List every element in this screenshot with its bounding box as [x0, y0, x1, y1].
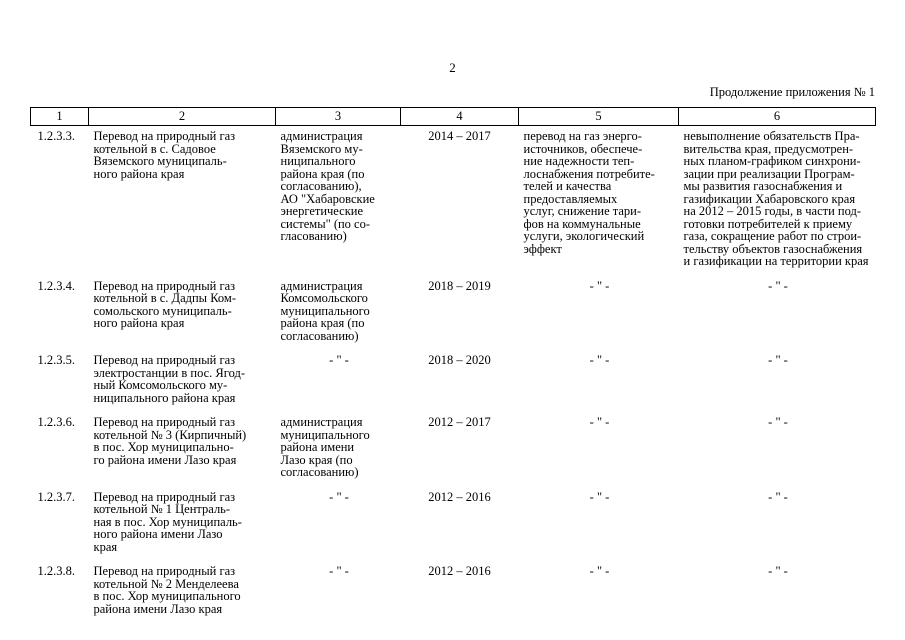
row-executor	[276, 412, 401, 487]
row-risk-line: на 2012 – 2015 годы, в части под-	[683, 204, 861, 218]
row-name-line: в пос. Хор муниципально-	[93, 440, 234, 454]
row-name-line: электростанции в пос. Ягод-	[93, 365, 245, 380]
row-name-line: сомольского муниципаль-	[93, 303, 232, 318]
row-result	[519, 561, 679, 623]
row-executor-line: района края (по	[280, 316, 365, 330]
row-result	[519, 276, 679, 351]
row-executor-line: гласованию)	[280, 229, 347, 243]
row-risk-line: - " -	[768, 564, 788, 578]
table-row	[31, 412, 876, 487]
row-executor-line: системы" (по со-	[280, 216, 371, 231]
row-name-line: ный Комсомольского му-	[93, 378, 228, 392]
row-number: 1.2.3.7.	[37, 489, 75, 504]
table-body	[31, 126, 876, 624]
row-result-line: перевод на газ энерго-	[523, 129, 642, 143]
row-name-line: района имени Лазо края	[93, 601, 223, 616]
row-result	[519, 487, 679, 562]
row-number: 1.2.3.4.	[37, 278, 75, 293]
row-risk-line: - " -	[768, 353, 788, 367]
row-risk-line: мы развития газоснабжения и	[683, 179, 843, 193]
row-risk-line: - " -	[768, 489, 788, 504]
header-col-3: 3	[276, 108, 401, 126]
page-number: 2	[449, 60, 456, 75]
row-name-line: го района имени Лазо края	[93, 452, 237, 467]
header-col-2: 2	[89, 108, 276, 126]
row-risk	[679, 276, 876, 351]
row-risk-line: готовки потребителей к приему	[683, 216, 853, 231]
row-executor-line: муниципального	[280, 303, 370, 318]
row-executor-line: ниципального	[280, 154, 356, 168]
row-name-line: ного района края	[93, 166, 185, 181]
row-risk-line: - " -	[768, 415, 788, 429]
row-name-line: Перевод на природный газ	[93, 415, 236, 429]
row-name-line: ного района имени Лазо	[93, 527, 223, 541]
row-risk-line: - " -	[768, 278, 788, 293]
row-executor-line: Комсомольского	[280, 291, 368, 305]
row-name-line: котельной № 1 Централь-	[93, 502, 231, 516]
row-result-line: - " -	[589, 489, 610, 504]
table-row	[31, 276, 876, 351]
row-name-line: ного района края	[93, 316, 185, 330]
row-number: 1.2.3.5.	[37, 353, 75, 367]
row-executor	[276, 276, 401, 351]
row-name	[89, 276, 276, 351]
row-years: 2018 – 2019	[428, 278, 491, 293]
row-executor-line: энергетические	[280, 204, 364, 218]
row-executor-line: муниципального	[280, 427, 370, 442]
row-risk	[679, 487, 876, 562]
row-risk	[679, 561, 876, 623]
table-row	[31, 561, 876, 623]
header-col-4: 4	[401, 108, 519, 126]
row-result-line: - " -	[589, 278, 610, 293]
row-executor-line: согласованию)	[280, 465, 359, 479]
row-executor-line: администрация	[280, 415, 363, 429]
row-name	[89, 487, 276, 562]
row-risk-line: невыполнение обязательств Пра-	[683, 129, 860, 143]
header-row	[31, 108, 876, 126]
row-result-line: услуг, снижение тари-	[523, 204, 642, 218]
row-executor-line: согласованию)	[280, 328, 359, 343]
row-name	[89, 126, 276, 276]
row-name	[89, 561, 276, 623]
row-executor-line: Лазо края (по	[280, 452, 353, 467]
row-name-line: котельной в с. Садовое	[93, 141, 216, 156]
row-executor-line: администрация	[280, 278, 363, 293]
row-name-line: Перевод на природный газ	[93, 489, 236, 504]
row-name-line: котельной № 2 Менделеева	[93, 576, 239, 591]
row-risk-line: ных планом-графиком синхрони-	[683, 154, 861, 168]
row-years: 2012 – 2016	[428, 564, 491, 578]
row-name-line: Перевод на природный газ	[93, 278, 236, 293]
table-header	[31, 108, 876, 126]
row-name-line: Перевод на природный газ	[93, 353, 236, 367]
row-executor-line: - " -	[329, 353, 349, 367]
row-name	[89, 412, 276, 487]
row-executor-line: района края (по	[280, 166, 365, 181]
row-result-line: - " -	[589, 564, 610, 578]
row-risk-line: вительства края, предусмотрен-	[683, 141, 854, 156]
row-executor-line: - " -	[329, 489, 349, 504]
row-name-line: ная в пос. Хор муниципаль-	[93, 514, 242, 529]
row-name-line: Вяземского муниципаль-	[93, 154, 227, 168]
row-risk	[679, 412, 876, 487]
projects-table	[30, 107, 876, 623]
row-number: 1.2.3.3.	[37, 129, 75, 143]
row-executor-line: района имени	[280, 440, 355, 454]
table-row	[31, 126, 876, 276]
row-name-line: края	[93, 539, 118, 554]
row-result-line: - " -	[589, 353, 610, 367]
row-number: 1.2.3.8.	[37, 564, 75, 578]
row-result-line: источников, обеспече-	[523, 141, 643, 156]
row-executor-line: администрация	[280, 129, 363, 143]
row-executor	[276, 561, 401, 623]
continuation-label: Продолжение приложения № 1	[709, 85, 875, 99]
row-risk-line: газификации Хабаровского края	[683, 191, 856, 206]
header-col-1: 1	[31, 108, 89, 126]
table-row	[31, 350, 876, 412]
row-risk	[679, 126, 876, 276]
row-name-line: Перевод на природный газ	[93, 129, 236, 143]
row-result-line: - " -	[589, 415, 610, 429]
row-executor	[276, 126, 401, 276]
row-result-line: лоснабжения потребите-	[523, 166, 655, 181]
row-executor	[276, 487, 401, 562]
row-years: 2012 – 2017	[428, 415, 491, 429]
row-result-line: предоставляемых	[523, 191, 618, 206]
row-risk-line: зации при реализации Програм-	[683, 166, 855, 181]
row-result	[519, 350, 679, 412]
row-risk	[679, 350, 876, 412]
row-result	[519, 412, 679, 487]
row-result	[519, 126, 679, 276]
row-number: 1.2.3.6.	[37, 415, 75, 429]
row-name	[89, 350, 276, 412]
row-result-line: эффект	[523, 241, 562, 256]
row-result-line: ние надежности теп-	[523, 154, 635, 168]
table-row	[31, 487, 876, 562]
row-years: 2014 – 2017	[428, 129, 491, 143]
row-name-line: в пос. Хор муниципального	[93, 589, 241, 603]
row-risk-line: тельству объектов газоснабжения	[683, 241, 863, 256]
row-result-line: фов на коммунальные	[523, 216, 641, 231]
row-name-line: котельной № 3 (Кирпичный)	[93, 427, 247, 442]
row-result-line: услуги, экологический	[523, 229, 645, 243]
row-executor-line: - " -	[329, 564, 349, 578]
row-executor	[276, 350, 401, 412]
row-executor-line: согласованию),	[280, 179, 362, 193]
row-executor-line: АО "Хабаровские	[280, 191, 375, 206]
header-col-6: 6	[679, 108, 876, 126]
row-executor-line: Вяземского му-	[280, 141, 363, 156]
row-risk-line: газа, сокращение работ по строи-	[683, 229, 862, 243]
row-years: 2018 – 2020	[428, 353, 491, 367]
row-result-line: телей и качества	[523, 179, 612, 193]
row-name-line: Перевод на природный газ	[93, 564, 236, 578]
row-years: 2012 – 2016	[428, 489, 491, 504]
row-name-line: ниципального района края	[93, 390, 236, 405]
row-name-line: котельной в с. Дадпы Ком-	[93, 291, 236, 305]
row-risk-line: и газификации на территории края	[683, 254, 869, 268]
header-col-5: 5	[519, 108, 679, 126]
